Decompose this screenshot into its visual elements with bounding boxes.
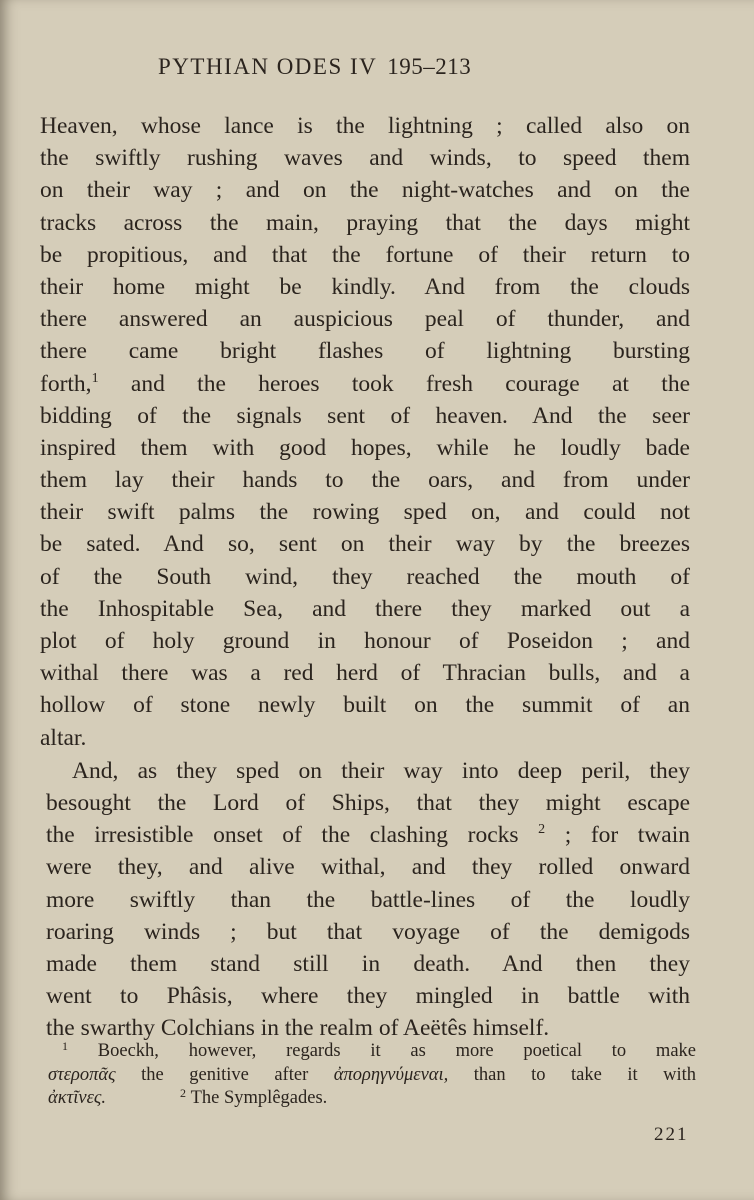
footnote-1-marker: 1 <box>62 1039 68 1053</box>
greek-word: ἀκτῖνες. <box>48 1088 106 1108</box>
text-fragment: ; for twain <box>545 822 691 849</box>
text-line: inspired them with good hopes, while he loudly bade <box>40 434 690 461</box>
text-line: more swiftly than the battle-lines of the loudly <box>46 886 690 913</box>
text-line: their swift palms the rowing sped on, and could not <box>40 499 690 526</box>
footnote-ref-1[interactable]: 1 <box>91 370 99 386</box>
text-fragment: forth, <box>40 370 92 397</box>
text-line <box>40 368 690 400</box>
text-line: the swiftly rushing waves and winds, to speed them <box>40 145 690 172</box>
text-line: there came bright flashes of lightning bursting <box>40 338 690 365</box>
text-line: Heaven, whose lance is the lightning ; called also on <box>40 113 690 139</box>
text-fragment: the irresistible onset of the clashing rocks <box>46 822 519 849</box>
text-line: went to Phâsis, where they mingled in battle with <box>46 983 690 1010</box>
text-line: altar. <box>40 724 87 751</box>
footnote-1-line <box>48 1064 696 1088</box>
footnote-1-line <box>48 1087 696 1111</box>
page-number: 221 <box>654 1124 689 1145</box>
text-line: were they, and alive withal, and they rolled onward <box>46 854 690 881</box>
running-head-title: PYTHIAN ODES IV <box>158 54 378 79</box>
text-fragment: and the heroes took fresh courage at the <box>98 370 690 397</box>
text-line: withal there was a red herd of Thracian bulls, and a <box>40 660 690 687</box>
text-line: plot of holy ground in honour of Poseidon ; and <box>40 628 690 654</box>
footnote-2-text: The Symplêgades. <box>190 1088 328 1108</box>
text-line: on their way ; and on the night-watches and on the <box>40 177 690 204</box>
footnote-1-line <box>48 1040 696 1064</box>
text-line: made them stand still in death. And then they <box>46 950 690 977</box>
text-line: of the South wind, they reached the mouth of <box>40 563 690 590</box>
footnote-1-text: the genitive after <box>115 1064 334 1085</box>
text-line: their home might be kindly. And from the clouds <box>40 273 690 300</box>
footnote-2-marker: 2 <box>179 1086 186 1100</box>
text-line: be propitious, and that the fortune of their return to <box>40 241 690 268</box>
greek-word: στεροπᾶς <box>48 1064 116 1085</box>
paragraph-1 <box>40 110 690 754</box>
text-line: them lay their hands to the oars, and from under <box>40 467 690 494</box>
text-line: the swarthy Colchians in the realm of Aeëtês himself. <box>46 1015 550 1042</box>
greek-word: ἀπορηγνύμεναι, <box>333 1064 449 1085</box>
text-line: And, as they sped on their way into deep peril, they <box>72 757 690 784</box>
running-head-line-range: 195–213 <box>387 54 472 79</box>
text-line: the Inhospitable Sea, and there they marked out a <box>40 595 690 622</box>
footnote-1-text: than to take it with <box>448 1064 696 1085</box>
text-line: bidding of the signals sent of heaven. And the seer <box>40 402 690 429</box>
paragraph-2 <box>40 755 690 1045</box>
text-line <box>40 819 690 851</box>
running-head <box>158 54 471 80</box>
text-line: be sated. And so, sent on their way by the breezes <box>40 531 690 558</box>
text-line: tracks across the main, praying that the days might <box>40 209 690 236</box>
footnote-ref-2[interactable]: 2 <box>538 822 546 838</box>
footnotes <box>48 1040 696 1111</box>
text-line: besought the Lord of Ships, that they might escape <box>46 789 690 816</box>
text-line: roaring winds ; but that voyage of the demigods <box>46 918 690 945</box>
text-line: there answered an auspicious peal of thunder, and <box>40 306 690 333</box>
text-line: hollow of stone newly built on the summit of an <box>40 692 690 719</box>
body-text <box>40 110 690 1044</box>
footnote-1-text: Boeckh, however, regards it as more poetical to make <box>97 1041 696 1061</box>
